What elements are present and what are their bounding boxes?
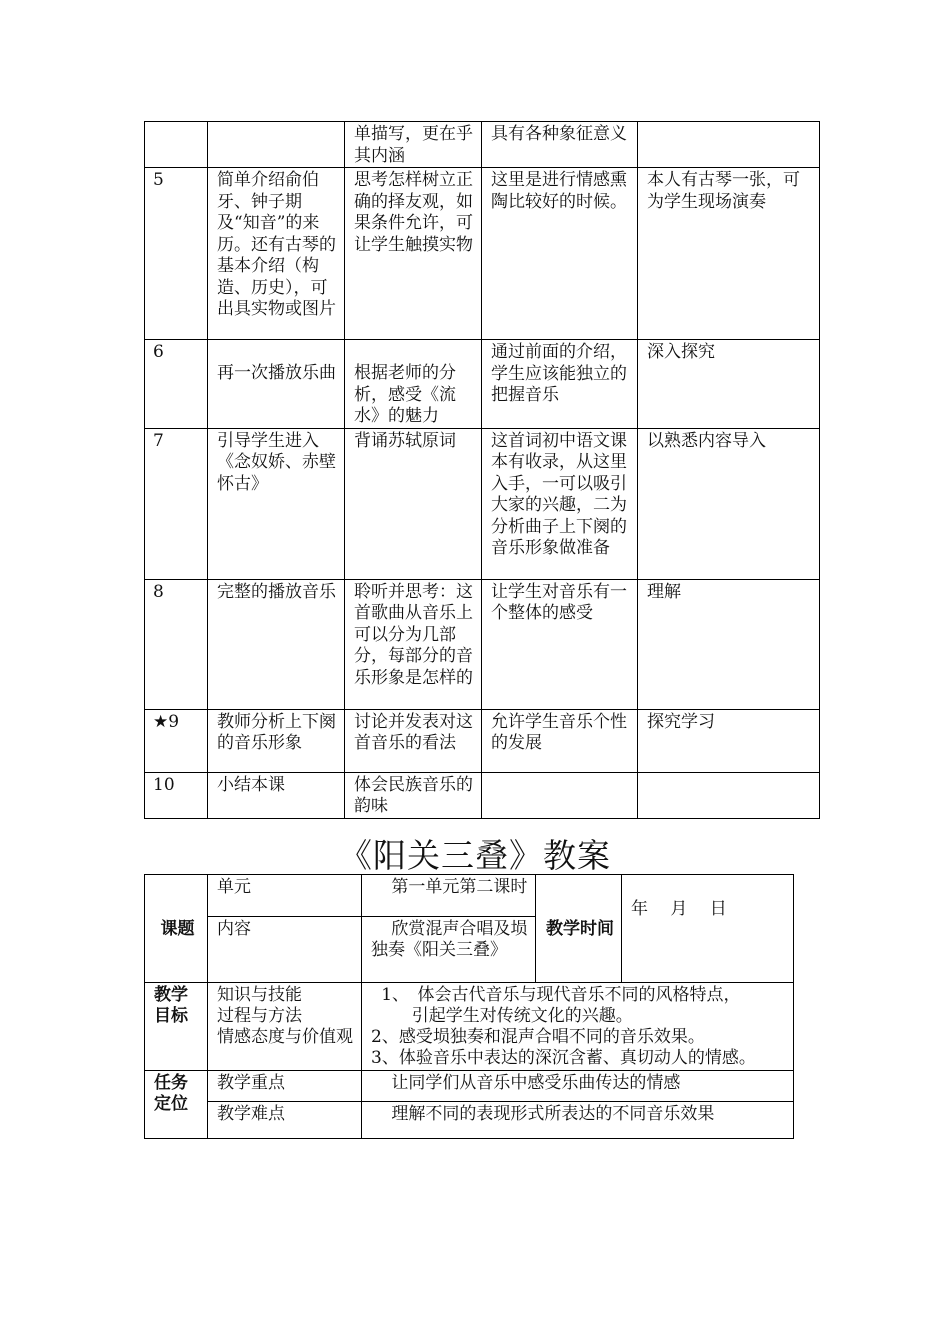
topic-label: 课题 <box>145 875 208 983</box>
step-activity: 单描写，更在乎其内涵 <box>345 122 482 168</box>
step-note <box>638 122 820 168</box>
lesson-steps-body <box>145 122 820 819</box>
time-value: 年 月 日 <box>622 875 794 983</box>
table-row <box>145 168 820 340</box>
step-content: 完整的播放音乐 <box>208 579 345 709</box>
goal-1: 1、 体会古代音乐与现代音乐不同的风格特点， <box>381 985 741 1005</box>
goal-1-cont: 引起学生对传统文化的兴趣。 <box>411 1006 633 1026</box>
step-intent <box>482 772 638 818</box>
table-row <box>145 579 820 709</box>
step-note: 以熟悉内容导入 <box>638 428 820 579</box>
table-row <box>145 122 820 168</box>
step-activity: 根据老师的分析，感受《流水》的魅力 <box>345 340 482 429</box>
step-number: 8 <box>145 579 208 709</box>
goal-dim-process: 过程与方法 <box>217 1006 302 1026</box>
unit-value: 第一单元第二课时 <box>362 875 536 917</box>
step-number: ★9 <box>145 709 208 772</box>
goal-2: 2、感受埙独奏和混声合唱不同的音乐效果。 <box>371 1027 705 1047</box>
table-row <box>145 709 820 772</box>
goals-list <box>362 983 794 1071</box>
step-intent: 具有各种象征意义 <box>482 122 638 168</box>
step-intent: 让学生对音乐有一个整体的感受 <box>482 579 638 709</box>
content-label: 内容 <box>208 917 362 983</box>
goal-dimensions <box>208 983 362 1071</box>
table-row <box>145 340 820 429</box>
step-content: 教师分析上下阕的音乐形象 <box>208 709 345 772</box>
step-activity: 聆听并思考：这首歌曲从音乐上可以分为几部分，每部分的音乐形象是怎样的 <box>345 579 482 709</box>
step-intent: 允许学生音乐个性的发展 <box>482 709 638 772</box>
content-value: 欣赏混声合唱及埙独奏《阳关三叠》 <box>362 917 536 983</box>
step-activity: 背诵苏轼原词 <box>345 428 482 579</box>
step-content: 小结本课 <box>208 772 345 818</box>
key-label: 教学重点 <box>208 1071 362 1102</box>
step-number: 7 <box>145 428 208 579</box>
difficulty-label: 教学难点 <box>208 1102 362 1139</box>
lesson-steps-table <box>144 121 820 819</box>
task-label: 任务定位 <box>145 1071 208 1139</box>
step-content <box>208 122 345 168</box>
goal-dim-knowledge: 知识与技能 <box>217 985 302 1005</box>
goal-3: 3、体验音乐中表达的深沉含蓄、真切动人的情感。 <box>371 1048 756 1068</box>
step-intent: 这里是进行情感熏陶比较好的时候。 <box>482 168 638 340</box>
lesson-plan-table <box>144 874 794 1139</box>
step-intent: 这首词初中语文课本有收录，从这里入手，一可以吸引大家的兴趣，二为分析曲子上下阕的音乐形象做准备 <box>482 428 638 579</box>
step-content: 引导学生进入《念奴娇、赤壁怀古》 <box>208 428 345 579</box>
step-note <box>638 772 820 818</box>
step-note: 深入探究 <box>638 340 820 429</box>
step-number: 5 <box>145 168 208 340</box>
step-activity: 思考怎样树立正确的择友观，如果条件允许，可让学生触摸实物 <box>345 168 482 340</box>
step-note: 探究学习 <box>638 709 820 772</box>
step-number: 6 <box>145 340 208 429</box>
step-number <box>145 122 208 168</box>
difficulty-value: 理解不同的表现形式所表达的不同音乐效果 <box>362 1102 794 1139</box>
goals-label: 教学目标 <box>145 983 208 1071</box>
step-number: 10 <box>145 772 208 818</box>
step-activity: 体会民族音乐的韵味 <box>345 772 482 818</box>
table-row <box>145 428 820 579</box>
page-title: 《阳关三叠》教案 <box>339 836 611 875</box>
key-value: 让同学们从音乐中感受乐曲传达的情感 <box>362 1071 794 1102</box>
step-intent: 通过前面的介绍，学生应该能独立的把握音乐 <box>482 340 638 429</box>
step-note: 理解 <box>638 579 820 709</box>
time-label: 教学时间 <box>536 875 622 983</box>
step-activity: 讨论并发表对这首音乐的看法 <box>345 709 482 772</box>
table-row <box>145 772 820 818</box>
step-content: 简单介绍俞伯牙、钟子期及“知音”的来历。还有古琴的基本介绍（构造、历史），可出具实物或图片 <box>208 168 345 340</box>
step-note: 本人有古琴一张，可为学生现场演奏 <box>638 168 820 340</box>
goal-dim-emotion: 情感态度与价值观 <box>217 1027 353 1047</box>
unit-label: 单元 <box>208 875 362 917</box>
step-content: 再一次播放乐曲 <box>208 340 345 429</box>
